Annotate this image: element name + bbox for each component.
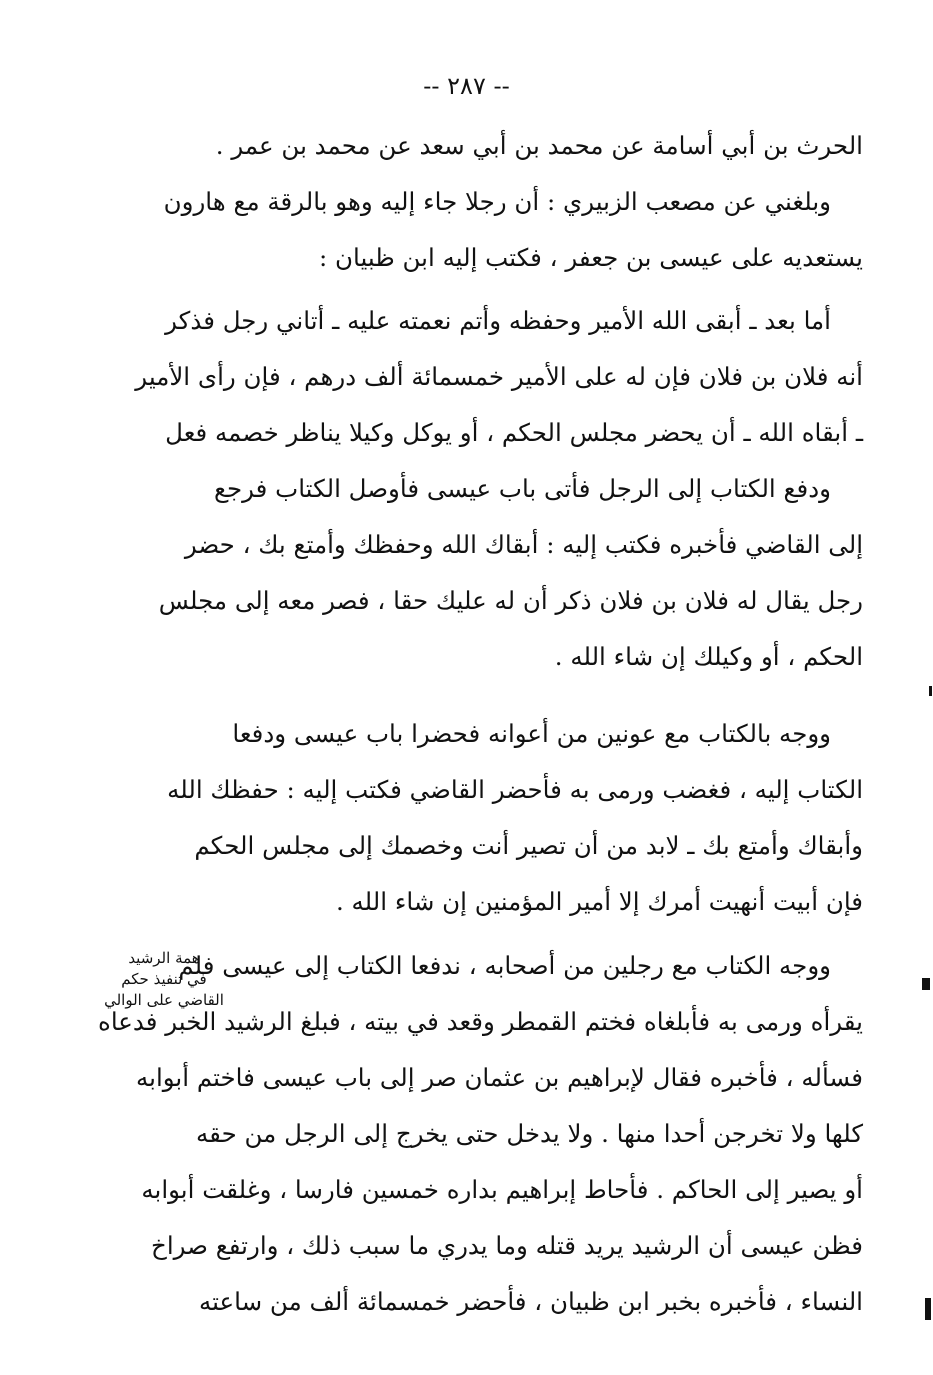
text-line: إلى القاضي فأخبره فكتب إليه : أبقاك الله وحفظك وأمتع بك ، حضر (184, 530, 863, 559)
text-line: أو يصير إلى الحاكم . فأحاط إبراهيم بداره خمسين فارسا ، وغلقت أبوابه (141, 1175, 863, 1204)
text-line: كلها ولا تخرجن أحدا منها . ولا يدخل حتى يخرج إلى الرجل من حقه (196, 1119, 863, 1148)
text-line: ودفع الكتاب إلى الرجل فأتى باب عيسى فأوصل الكتاب فرجع (213, 474, 831, 503)
text-line: الكتاب إليه ، فغضب ورمى به فأحضر القاضي فكتب إليه : حفظك الله (167, 775, 863, 804)
text-line: ووجه الكتاب مع رجلين من أصحابه ، ندفعا الكتاب إلى عيسى فلم (178, 951, 831, 980)
scan-edge-mark (929, 686, 932, 696)
text-line: وبلغني عن مصعب الزبيري : أن رجلا جاء إليه وهو بالرقة مع هارون (163, 187, 831, 216)
scan-edge-mark (925, 1298, 931, 1320)
margin-note-line-2: في تنفيذ حكم (121, 970, 207, 988)
text-line: الحكم ، أو وكيلك إن شاء الله . (554, 642, 863, 671)
margin-note-line-1: همة الرشيد (128, 949, 200, 967)
text-line: النساء ، فأخبره بخبر ابن ظبيان ، فأحضر خمسمائة ألف من ساعته (198, 1287, 863, 1316)
text-line: ـ أبقاه الله ـ أن يحضر مجلس الحكم ، أو يوكل وكيلا يناظر خصمه فعل (165, 418, 863, 447)
margin-note (100, 948, 228, 1011)
text-line: الحرث بن أبي أسامة عن محمد بن أبي سعد عن محمد بن عمر . (215, 131, 863, 160)
text-line: وأبقاك وأمتع بك ـ لابد من أن تصير أنت وخصمك إلى مجلس الحكم (194, 831, 863, 860)
text-line: ووجه بالكتاب مع عونين من أعوانه فحضرا باب عيسى ودفعا (232, 719, 831, 748)
scan-edge-mark (922, 978, 930, 990)
page-number: -- ٢٨٧ -- (423, 72, 510, 100)
text-line: يقرأه ورمى به فأبلغاه فختم القمطر وقعد في بيته ، فبلغ الرشيد الخبر فدعاه (98, 1007, 863, 1036)
text-line: فسأله ، فأخبره فقال لإبراهيم بن عثمان صر إلى باب عيسى فاختم أبوابه (136, 1063, 863, 1092)
margin-note-line-3: القاضي على الوالي (104, 991, 224, 1009)
text-line: فظن عيسى أن الرشيد يريد قتله وما يدري ما سبب ذلك ، وارتفع صراخ (151, 1231, 863, 1260)
text-line: أما بعد ـ أبقى الله الأمير وحفظه وأتم نعمته عليه ـ أتاني رجل فذكر (165, 306, 831, 335)
text-line: رجل يقال له فلان بن فلان ذكر أن له عليك حقا ، فصر معه إلى مجلس (158, 586, 863, 615)
text-line: أنه فلان بن فلان فإن له على الأمير خمسمائة ألف درهم ، فإن رأى الأمير (135, 362, 863, 391)
text-line: فإن أبيت أنهيت أمرك إلا أمير المؤمنين إن شاء الله . (335, 887, 863, 916)
text-line: يستعديه على عيسى بن جعفر ، فكتب إليه ابن ظبيان : (318, 243, 863, 272)
